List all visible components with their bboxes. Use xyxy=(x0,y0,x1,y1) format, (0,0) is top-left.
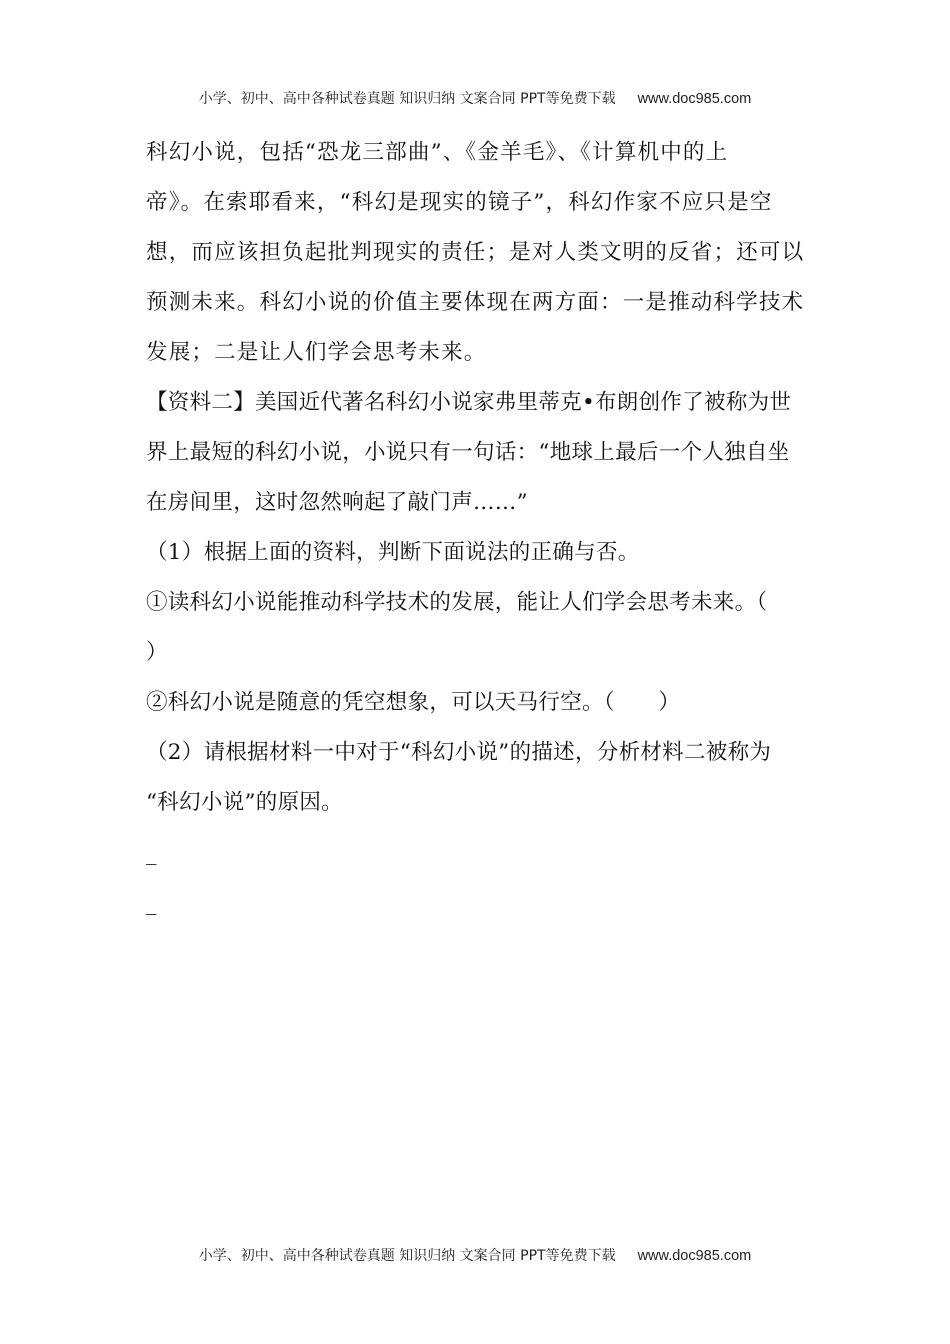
statement-1-bracket: ） xyxy=(146,640,168,665)
paragraph-line: 帝》。在索耶看来，“科幻是现实的镜子”，科幻作家不应只是空 xyxy=(146,190,773,215)
page-footer xyxy=(0,1245,950,1265)
material-two-line: 【资料二】美国近代著名科幻小说家弗里蒂克•布朗创作了被称为世 xyxy=(146,390,792,415)
statement-1: ①读科幻小说能推动科学技术的发展，能让人们学会思考未来。（ xyxy=(146,590,768,615)
paragraph-line: 预测未来。科幻小说的价值主要体现在两方面：一是推动科学技术 xyxy=(146,290,805,315)
material-two-line: 在房间里，这时忽然响起了敲门声……” xyxy=(146,490,528,515)
page-header xyxy=(0,88,950,108)
footer-site-link[interactable]: www.doc985.com xyxy=(637,1248,752,1264)
paragraph-line: 想，而应该担负起批判现实的责任；是对人类文明的反省；还可以 xyxy=(146,240,805,265)
footer-text: 小学、初中、高中各种试卷真题 知识归纳 文案合同 PPT等免费下载 xyxy=(198,1248,616,1264)
paragraph-line: 科幻小说，包括“恐龙三部曲”、《金羊毛》、《计算机中的上 xyxy=(146,140,729,165)
header-text: 小学、初中、高中各种试卷真题 知识归纳 文案合同 PPT等免费下载 xyxy=(198,91,616,107)
question-1-prompt: （1）根据上面的资料，判断下面说法的正确与否。 xyxy=(146,540,640,565)
paragraph-line: 发展；二是让人们学会思考未来。 xyxy=(146,340,487,365)
material-two-line: 界上最短的科幻小说，小说只有一句话：“地球上最后一个人独自坐 xyxy=(146,440,790,465)
header-site-link[interactable]: www.doc985.com xyxy=(637,91,752,107)
document-body xyxy=(146,128,806,928)
answer-blank[interactable]: _ xyxy=(146,841,157,865)
question-2-prompt: （2）请根据材料一中对于“科幻小说”的描述，分析材料二被称为 xyxy=(146,740,772,765)
answer-blank[interactable]: _ xyxy=(146,891,157,915)
statement-2: ②科幻小说是随意的凭空想象，可以天马行空。（ ） xyxy=(146,690,681,715)
question-2-prompt: “科幻小说”的原因。 xyxy=(146,790,343,815)
